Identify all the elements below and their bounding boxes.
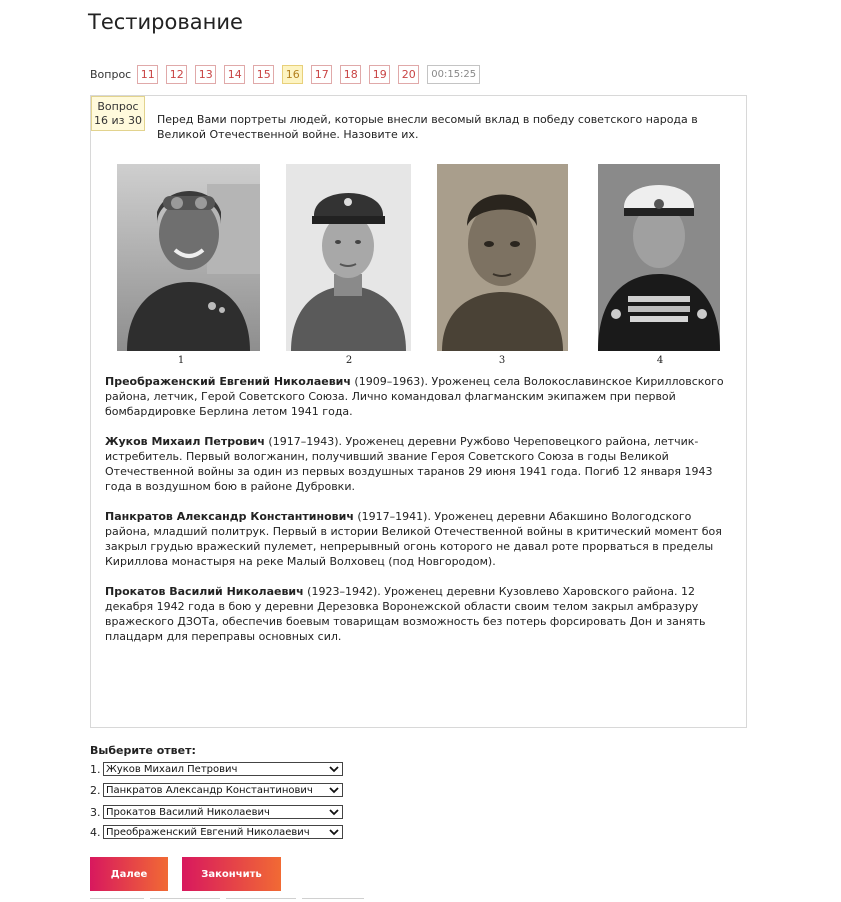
timer: 00:15:25 xyxy=(427,65,480,84)
chevron-down-icon xyxy=(329,765,339,773)
bio-paragraph-3 xyxy=(105,509,733,569)
footer-tab-stub xyxy=(302,898,364,902)
question-box xyxy=(90,95,747,728)
answer-select-4[interactable] xyxy=(103,825,343,839)
bio-name: Преображенский Евгений Николаевич xyxy=(105,375,351,388)
portrait-1-image xyxy=(117,164,260,351)
question-link-15[interactable]: 15 xyxy=(253,65,274,84)
question-link-18[interactable]: 18 xyxy=(340,65,361,84)
portrait-2-image xyxy=(286,164,411,351)
bio-text: (1917–1941). Уроженец деревни Абакшино Вологодского района, младший политрук. Первый в истории Великой Отечественной войны в критический момент боя закрыл грудью вражеский пулемет, непрерывный огонь которого не давал роте прорваться в пределы Кириллова монастыря на реке Малый Волховец (под Новгородом). xyxy=(105,510,722,568)
answer-row-3 xyxy=(90,805,343,819)
answer-row-2 xyxy=(90,783,343,797)
bio-name: Панкратов Александр Константинович xyxy=(105,510,354,523)
question-badge-label: Вопрос xyxy=(97,100,139,113)
portrait-3-image xyxy=(437,164,568,351)
question-link-14[interactable]: 14 xyxy=(224,65,245,84)
answer-index: 3. xyxy=(90,805,101,819)
bio-text: (1923–1942). Уроженец деревни Кузовлево Харовского района. 12 декабря 1942 года в бою у деревни Дерезовка Воронежской области своим телом закрыл амбразуру вражеского ДЗОТа, обеспечив боевым товарищам возможность без потерь форсировать Дон и занять плацдарм для переправы основных сил. xyxy=(105,585,706,643)
answer-select-value: Преображенский Евгений Николаевич xyxy=(106,826,310,838)
answer-row-4 xyxy=(90,825,343,839)
portrait-4-number: 4 xyxy=(656,355,664,366)
question-link-13[interactable]: 13 xyxy=(195,65,216,84)
answer-row-1 xyxy=(90,762,343,776)
answer-select-value: Прокатов Василий Николаевич xyxy=(106,806,270,818)
next-button[interactable]: Далее xyxy=(90,857,168,891)
answer-select-2[interactable] xyxy=(103,783,343,797)
question-link-11[interactable]: 11 xyxy=(137,65,158,84)
portrait-2-number: 2 xyxy=(345,355,353,366)
bio-paragraph-1 xyxy=(105,374,733,419)
question-badge-counter: 16 из 30 xyxy=(94,114,142,127)
page-title: Тестирование xyxy=(88,10,243,34)
question-link-12[interactable]: 12 xyxy=(166,65,187,84)
bio-text: (1917–1943). Уроженец деревни Ружбово Череповецкого района, летчик-истребитель. Первый вологжанин, получивший звание Героя Советского Союза в годы Великой Отечественной войны за один из первых воздушных таранов 29 июня 1941 года. Погиб 12 января 1943 года в воздушном бою в районе Дубровки. xyxy=(105,435,713,493)
nav-label: Вопрос xyxy=(90,68,132,81)
question-link-17[interactable]: 17 xyxy=(311,65,332,84)
portraits-image xyxy=(91,96,748,376)
bio-text: (1909–1963). Уроженец села Волокославинское Кирилловского района, летчик, Герой Советского Союза. Лично командовал флагманским экипажем при первой бомбардировке Берлина летом 1941 года. xyxy=(105,375,724,418)
chevron-down-icon xyxy=(329,828,339,836)
portrait-4-image xyxy=(598,164,720,351)
finish-button[interactable]: Закончить xyxy=(182,857,281,891)
footer-tab-stub xyxy=(90,898,144,902)
portrait-3-number: 3 xyxy=(498,355,506,366)
answer-index: 2. xyxy=(90,783,101,797)
chevron-down-icon xyxy=(329,808,339,816)
footer-tab-stub xyxy=(226,898,296,902)
question-link-20[interactable]: 20 xyxy=(398,65,419,84)
question-link-16-current[interactable]: 16 xyxy=(282,65,303,84)
question-text: Перед Вами портреты людей, которые внесли весомый вклад в победу советского народа в Великой Отечественной войне. Назовите их. xyxy=(157,113,698,141)
bio-name: Жуков Михаил Петрович xyxy=(105,435,265,448)
answer-select-value: Панкратов Александр Константинович xyxy=(106,784,313,796)
answer-index: 4. xyxy=(90,825,101,839)
bio-paragraph-4 xyxy=(105,584,733,644)
answer-select-3[interactable] xyxy=(103,805,343,819)
biographies xyxy=(105,374,733,659)
bio-name: Прокатов Василий Николаевич xyxy=(105,585,304,598)
answers-title: Выберите ответ: xyxy=(90,744,196,757)
portrait-1-number: 1 xyxy=(177,355,185,366)
answer-select-1[interactable] xyxy=(103,762,343,776)
answer-select-value: Жуков Михаил Петрович xyxy=(106,763,238,775)
question-navigator xyxy=(90,64,480,85)
bio-paragraph-2 xyxy=(105,434,733,494)
answer-index: 1. xyxy=(90,762,101,776)
chevron-down-icon xyxy=(329,786,339,794)
question-link-19[interactable]: 19 xyxy=(369,65,390,84)
footer-tab-stub xyxy=(150,898,220,902)
